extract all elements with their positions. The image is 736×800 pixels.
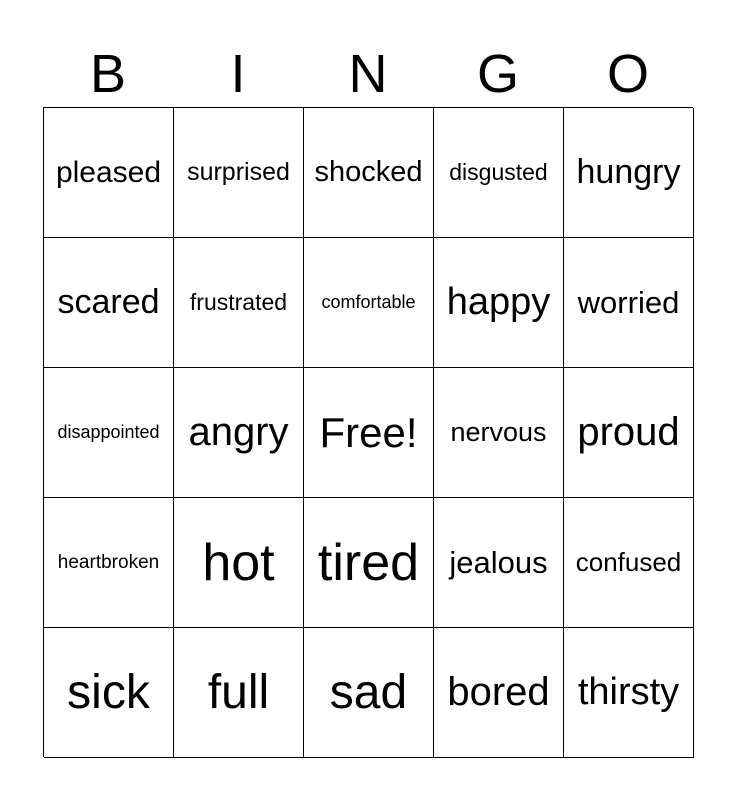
bingo-cell[interactable]: thirsty: [564, 628, 694, 758]
bingo-board: [43, 107, 693, 757]
header-letter-g: G: [476, 44, 519, 104]
bingo-cell[interactable]: hungry: [564, 108, 694, 238]
bingo-cell[interactable]: angry: [174, 368, 304, 498]
header-letter-o: O: [606, 44, 649, 104]
bingo-cell[interactable]: sad: [304, 628, 434, 758]
bingo-cell[interactable]: surprised: [174, 108, 304, 238]
free-space-cell[interactable]: Free!: [304, 368, 434, 498]
bingo-cell[interactable]: comfortable: [304, 238, 434, 368]
header-letter-b: B: [89, 44, 127, 104]
bingo-cell[interactable]: heartbroken: [44, 498, 174, 628]
bingo-cell[interactable]: happy: [434, 238, 564, 368]
bingo-cell[interactable]: disappointed: [44, 368, 174, 498]
bingo-cell[interactable]: full: [174, 628, 304, 758]
header-letter-n: N: [348, 44, 388, 104]
bingo-cell[interactable]: nervous: [434, 368, 564, 498]
bingo-cell[interactable]: bored: [434, 628, 564, 758]
bingo-cell[interactable]: worried: [564, 238, 694, 368]
bingo-cell[interactable]: tired: [304, 498, 434, 628]
bingo-cell[interactable]: confused: [564, 498, 694, 628]
header-letter-i: I: [230, 44, 246, 104]
bingo-cell[interactable]: hot: [174, 498, 304, 628]
bingo-cell[interactable]: sick: [44, 628, 174, 758]
bingo-cell[interactable]: pleased: [44, 108, 174, 238]
bingo-cell[interactable]: proud: [564, 368, 694, 498]
bingo-cell[interactable]: disgusted: [434, 108, 564, 238]
bingo-header: [43, 42, 693, 106]
bingo-cell[interactable]: scared: [44, 238, 174, 368]
bingo-cell[interactable]: jealous: [434, 498, 564, 628]
bingo-cell[interactable]: shocked: [304, 108, 434, 238]
bingo-cell[interactable]: frustrated: [174, 238, 304, 368]
